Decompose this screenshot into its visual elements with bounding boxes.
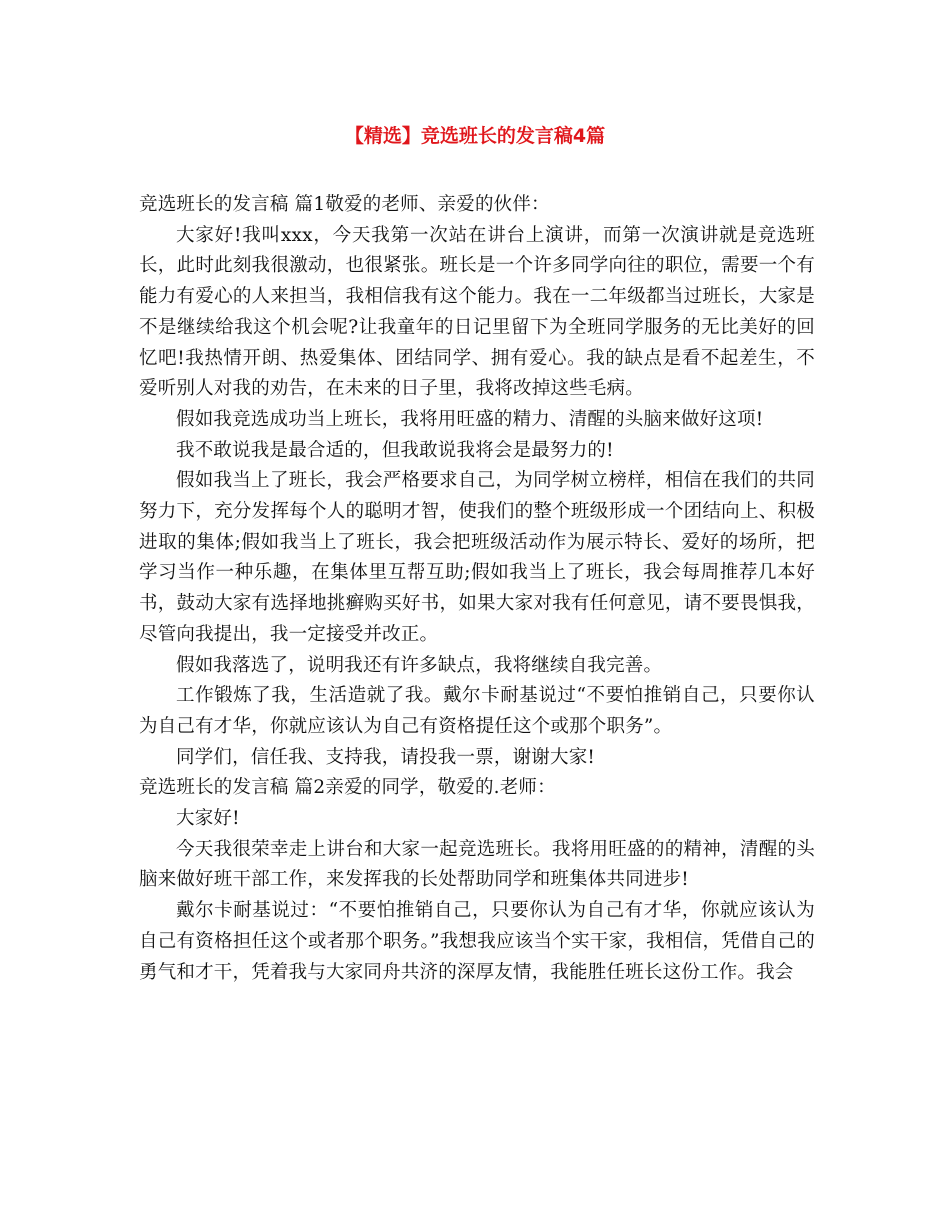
document-title: 【精选】竞选班长的发言稿4篇 (344, 125, 606, 147)
paragraph: 戴尔卡耐基说过：“不要怕推销自己，只要你认为自己有才华，你就应该认为自己有资格担任这个或者那个职务。”我想我应该当个实干家，我相信，凭借自己的勇气和才干，凭着我与大家同舟共济的深厚友情，我能胜任班长这份工作。我会 (139, 900, 815, 983)
paragraph: 工作锻炼了我，生活造就了我。戴尔卡耐基说过“不要怕推销自己，只要你认为自己有才华，你就应该认为自己有资格提任这个或那个职务”。 (139, 685, 815, 737)
paragraph: 假如我当上了班长，我会严格要求自己，为同学树立榜样，相信在我们的共同努力下，充分发挥每个人的聪明才智，使我们的整个班级形成一个团结向上、积极进取的集体;假如我当上了班长，我会把班级活动作为展示特长、爱好的场所，把学习当作一种乐趣，在集体里互帮互助;假如我当上了班长，我会每周推荐几本好书，鼓动大家有选择地挑癣购买好书，如果大家对我有任何意见，请不要畏惧我，尽管向我提出，我一定接受并改正。 (139, 470, 815, 645)
paragraph: 大家好!我叫xxx，今天我第一次站在讲台上演讲，而第一次演讲就是竞选班长，此时此刻我很激动，也很紧张。班长是一个许多同学向往的职位，需要一个有能力有爱心的人来担当，我相信我有这个能力。我在一二年级都当过班长，大家是不是继续给我这个机会呢?让我童年的日记里留下为全班同学服务的无比美好的回忆吧!我热情开朗、热爱集体、团结同学、拥有爱心。我的缺点是看不起差生，不爱听别人对我的劝告，在未来的日子里，我将改掉这些毛病。 (139, 224, 815, 400)
document-body (139, 190, 815, 988)
paragraph: 大家好! (176, 808, 240, 830)
paragraph: 竞选班长的发言稿 篇1敬爱的老师、亲爱的伙伴： (139, 194, 550, 215)
paragraph: 假如我竞选成功当上班长，我将用旺盛的精力、清醒的头脑来做好这项! (176, 408, 764, 430)
paragraph: 今天我很荣幸走上讲台和大家一起竞选班长。我将用旺盛的的精神，清醒的头脑来做好班干部工作，来发挥我的长处帮助同学和班集体共同进步! (139, 838, 815, 891)
paragraph: 竞选班长的发言稿 篇2亲爱的同学，敬爱的.老师： (139, 777, 556, 799)
paragraph: 假如我落选了，说明我还有许多缺点，我将继续自我完善。 (176, 654, 663, 676)
paragraph: 同学们，信任我、支持我，请投我一票，谢谢大家! (176, 746, 596, 768)
paragraph: 我不敢说我是最合适的，但我敢说我将会是最努力的! (176, 439, 614, 461)
